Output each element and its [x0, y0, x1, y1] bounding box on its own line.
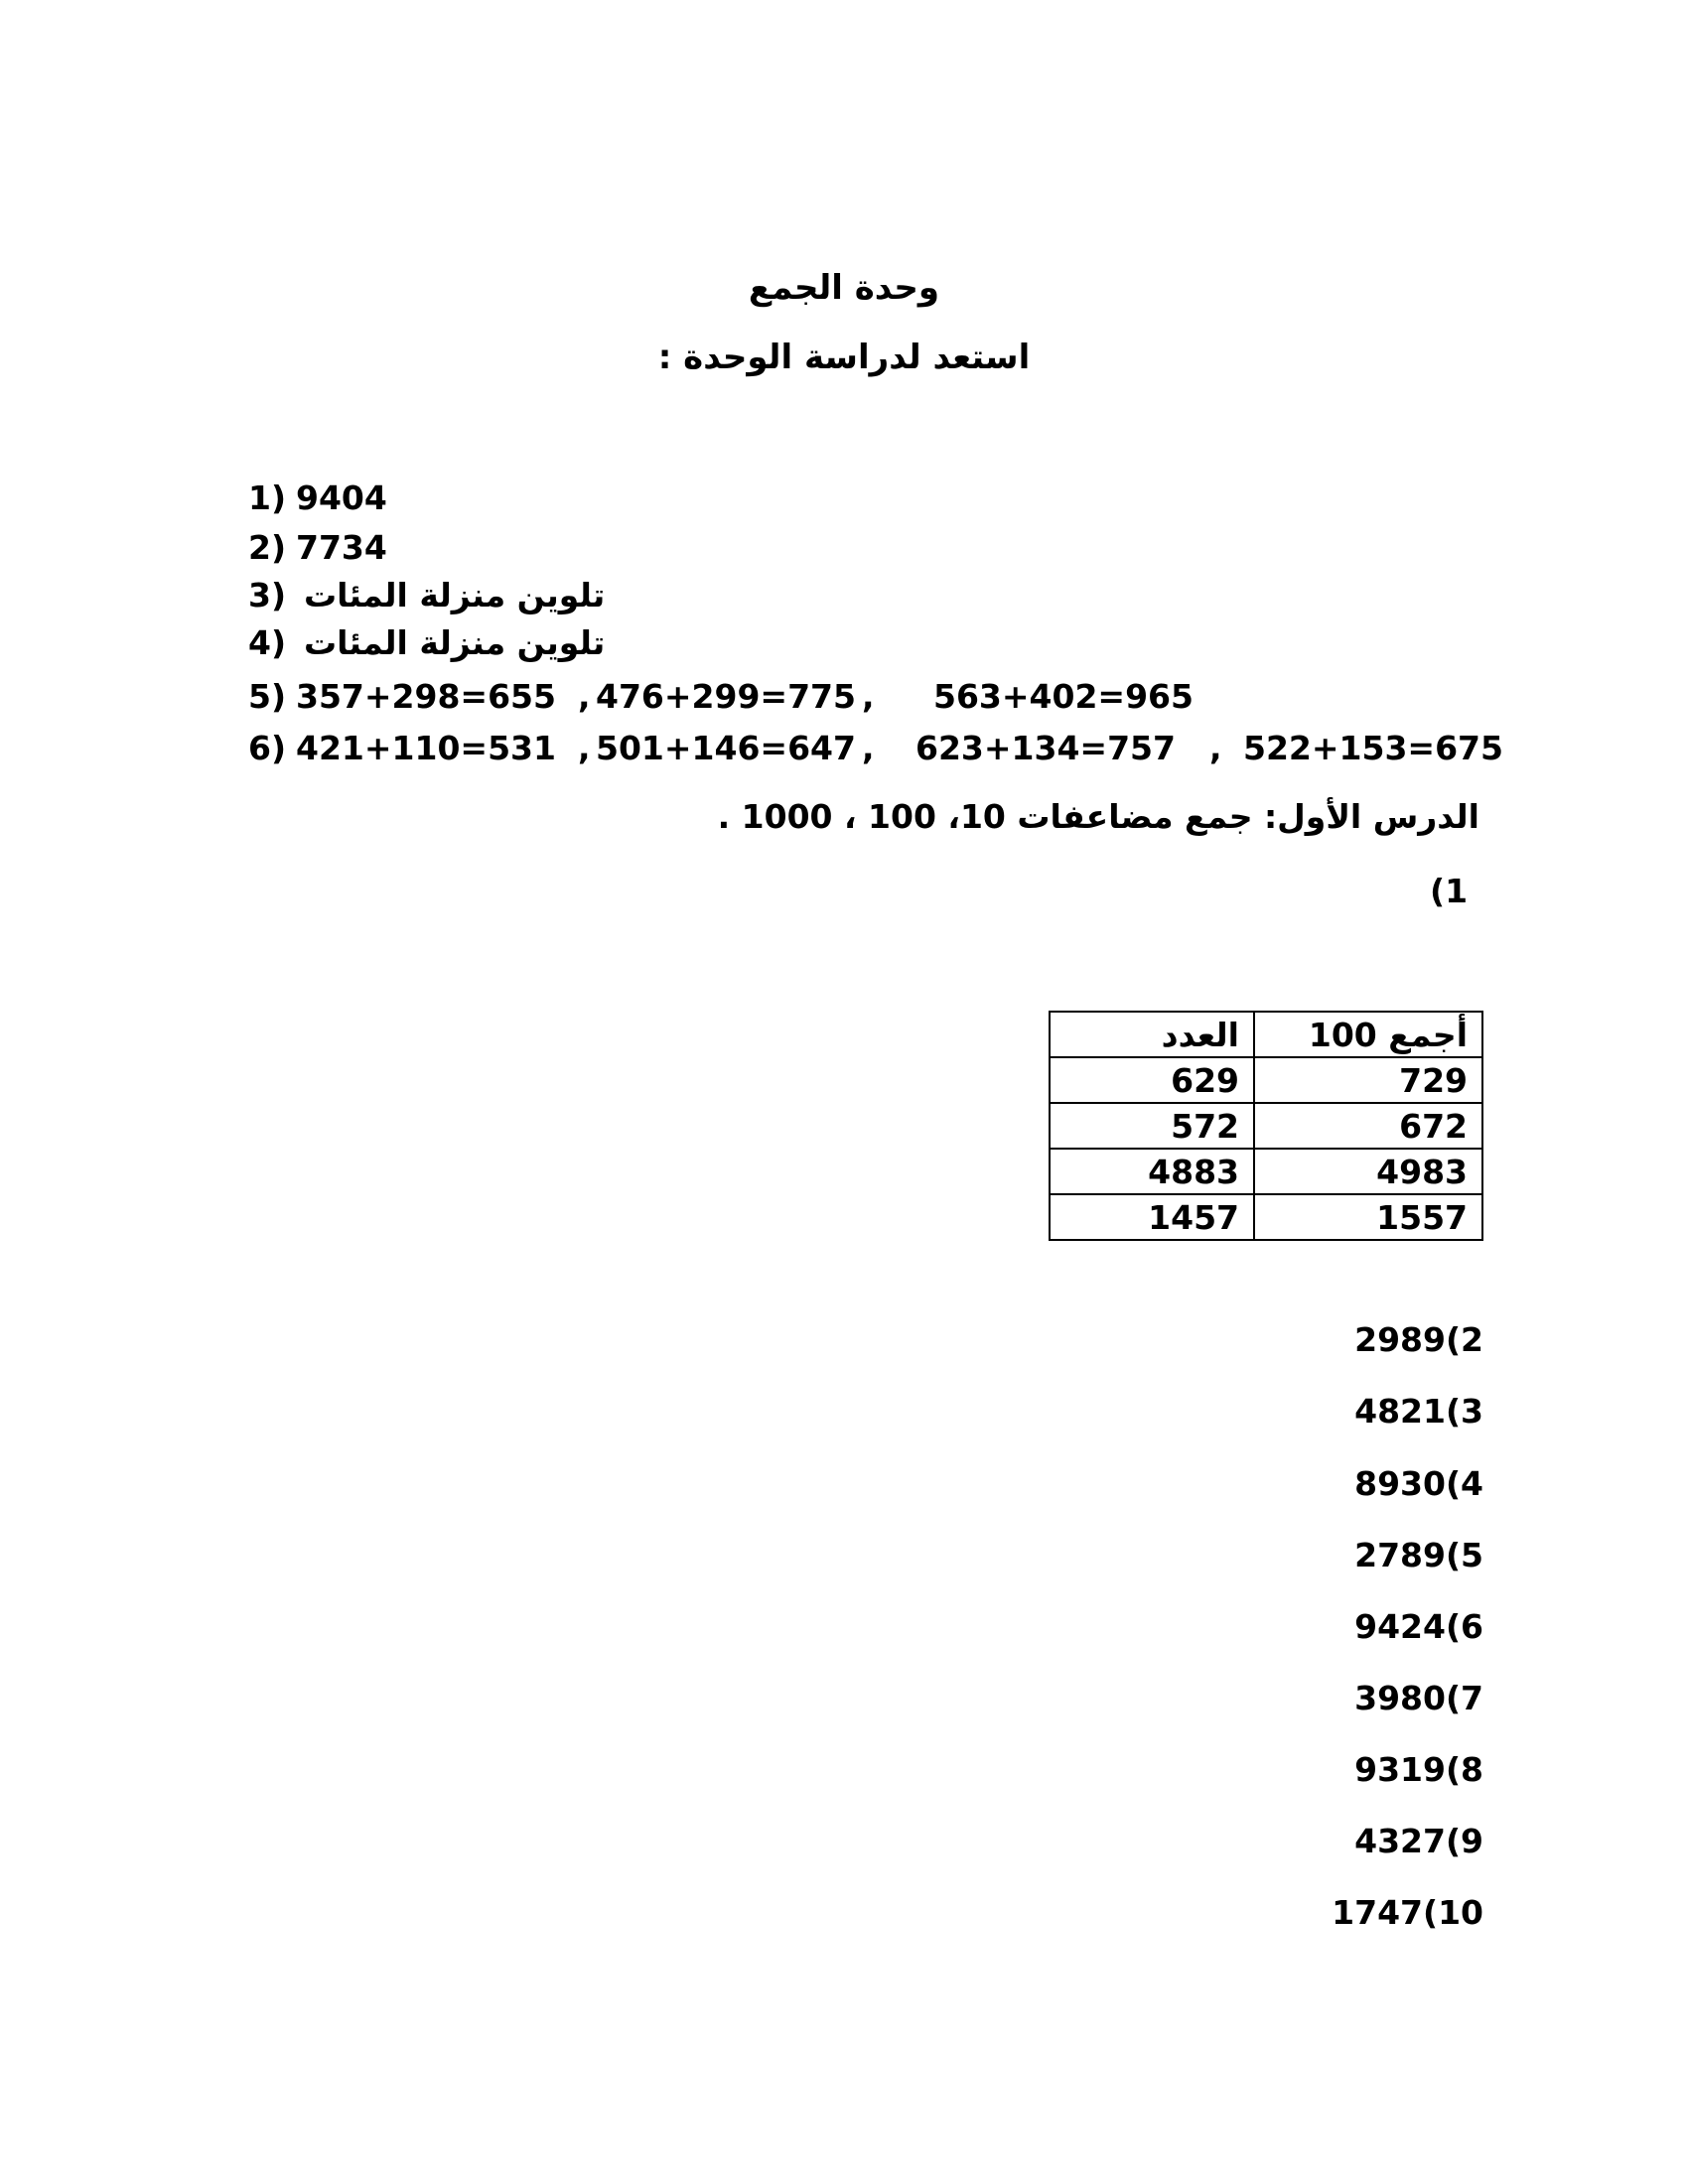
prep-item-number: 3): [248, 576, 287, 614]
exercise-label: (1: [1430, 872, 1469, 910]
add-hundred-table: [1049, 1011, 1483, 1241]
equation: 421+110=531: [296, 729, 556, 767]
separator: ,: [1209, 729, 1222, 767]
answer-item: 2989(2: [1354, 1320, 1483, 1359]
prep-item-number: 4): [248, 623, 287, 662]
prep-item-answer: تلوين منزلة المئات: [304, 623, 606, 662]
equation: 501+146=647: [596, 729, 856, 767]
prep-item-answer: 9404: [296, 478, 387, 517]
unit-title: وحدة الجمع: [748, 268, 940, 308]
answer-item: 9424(6: [1354, 1607, 1483, 1646]
prep-item-number: 5): [248, 677, 287, 716]
table-cell: 672: [1254, 1103, 1482, 1149]
table-cell: 4983: [1254, 1149, 1482, 1194]
answer-item: 1747(10: [1332, 1893, 1483, 1932]
prep-item-answer: تلوين منزلة المئات: [304, 576, 606, 614]
table-cell: 572: [1050, 1103, 1254, 1149]
equation: 522+153=675: [1243, 729, 1503, 767]
table-row: [1050, 1194, 1482, 1240]
answer-item: 8930(4: [1354, 1464, 1483, 1503]
table-cell: 4883: [1050, 1149, 1254, 1194]
prep-item-number: 2): [248, 528, 287, 567]
equation: 563+402=965: [933, 677, 1194, 716]
lesson-title: الدرس الأول: جمع مضاعفات 10، 100 ، 1000 .: [717, 797, 1479, 836]
separator: ,: [578, 729, 591, 767]
table-cell: 729: [1254, 1057, 1482, 1103]
table-cell: 1457: [1050, 1194, 1254, 1240]
prep-item-number: 1): [248, 478, 287, 517]
table-row: [1050, 1149, 1482, 1194]
table-header-row: [1050, 1012, 1482, 1057]
table-cell: 1557: [1254, 1194, 1482, 1240]
separator: ,: [862, 677, 875, 716]
table-row: [1050, 1057, 1482, 1103]
prep-item-answer: 7734: [296, 528, 387, 567]
answer-item: 4821(3: [1354, 1392, 1483, 1431]
separator: ,: [578, 677, 591, 716]
equation: 476+299=775: [596, 677, 856, 716]
equation: 357+298=655: [296, 677, 556, 716]
table-cell: 629: [1050, 1057, 1254, 1103]
table-row: [1050, 1103, 1482, 1149]
prep-item-number: 6): [248, 729, 287, 767]
answer-item: 4327(9: [1354, 1822, 1483, 1860]
equation: 623+134=757: [915, 729, 1176, 767]
table-header-cell: أجمع 100: [1254, 1012, 1482, 1057]
separator: ,: [862, 729, 875, 767]
table-header-cell: العدد: [1050, 1012, 1254, 1057]
answer-item: 2789(5: [1354, 1536, 1483, 1574]
answer-item: 3980(7: [1354, 1679, 1483, 1717]
unit-subtitle: استعد لدراسة الوحدة :: [657, 338, 1031, 377]
answer-item: 9319(8: [1354, 1750, 1483, 1789]
